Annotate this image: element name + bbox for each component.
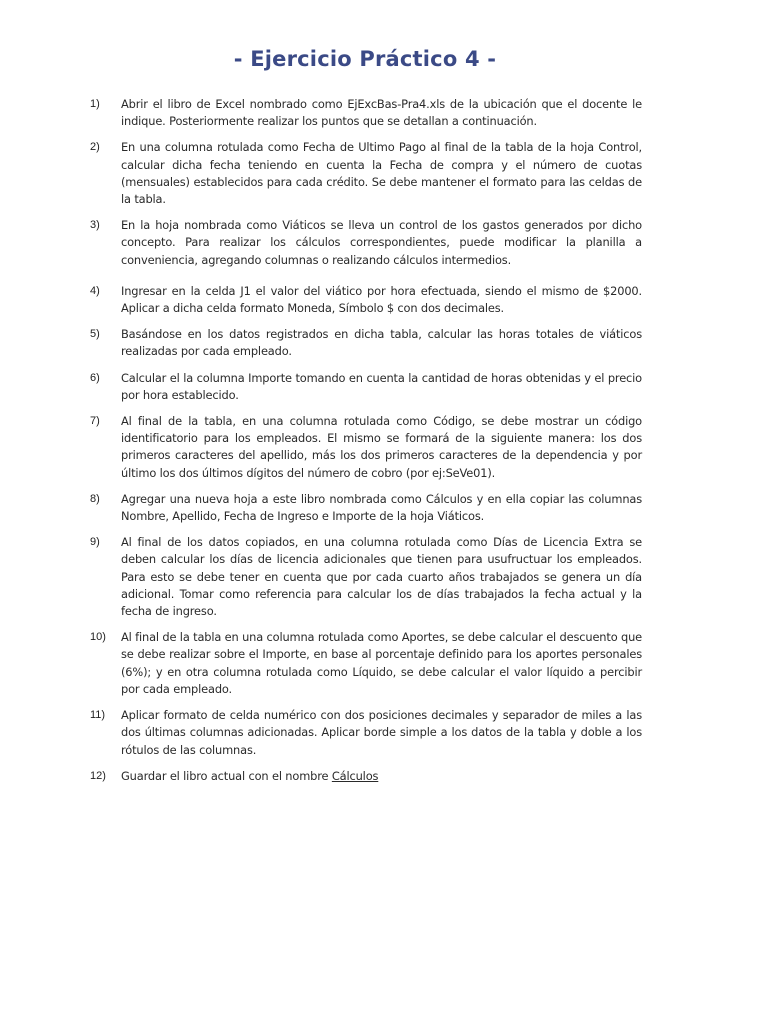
filename-link: Cálculos — [331, 768, 379, 783]
list-item — [90, 326, 642, 360]
item-text: Abrir el libro de Excel nombrado como EjExcBas-Pra4.xls de la ubicación que el docente le indique. Posteriormente realizar los puntos que se detallan a continuación. — [121, 97, 642, 129]
item-number: 12) — [90, 769, 106, 782]
item-number: 11) — [90, 709, 106, 722]
list-item — [90, 139, 642, 208]
item-text: Al final de los datos copiados, en una columna rotulada como Días de Licencia Extra se deben calcular los días de licencia adicionales que tienen para usufructuar los empleados. Para esto se debe tener en cuenta que por cada cuarto años trabajados se genera un día adicional. Tomar como referencia para calcular los de días trabajados la fecha actual y la fecha de ingreso. — [121, 535, 642, 619]
list-item — [90, 413, 642, 482]
item-text: Al final de la tabla en una columna rotulada como Aportes, se debe calcular el descuento que se debe realizar sobre el Importe, en base al porcentaje definido para los aportes personales (6%); y en otra columna rotulada como Líquido, se debe calcular el valor líquido a percibir por cada empleado. — [121, 630, 642, 696]
item-number: 10) — [90, 631, 106, 644]
page-title: - Ejercicio Práctico 4 - — [233, 47, 497, 71]
item-text — [121, 768, 642, 785]
exercise-list — [90, 96, 642, 794]
item-text: Calcular el la columna Importe tomando en cuenta la cantidad de horas obtenidas y el precio por hora establecido. — [121, 370, 642, 402]
list-item — [90, 629, 642, 698]
item-number: 2) — [90, 141, 100, 154]
list-item — [90, 370, 642, 404]
list-item — [90, 534, 642, 620]
item-text: Basándose en los datos registrados en dicha tabla, calcular las horas totales de viáticos realizadas por cada empleado. — [121, 327, 642, 359]
item-text: Ingresar en la celda J1 el valor del viático por hora efectuada, siendo el mismo de $2000. Aplicar a dicha celda formato Moneda, Símbolo $ con dos decimales. — [121, 283, 642, 316]
item-text-prefix: Guardar el libro actual con el nombre — [121, 768, 332, 783]
item-text: En la hoja nombrada como Viáticos se lleva un control de los gastos generados por dicho concepto. Para realizar los cálculos correspondientes, puede modificar la planilla a conveniencia, agregando columnas o realizando cálculos intermedios. — [121, 218, 642, 267]
list-item — [90, 96, 642, 130]
item-number: 7) — [90, 415, 100, 428]
item-text: En una columna rotulada como Fecha de Ultimo Pago al final de la tabla de la hoja Control, calcular dicha fecha teniendo en cuenta la Fecha de compra y el número de cuotas (mensuales) establecidos para cada crédito. Se debe mantener el formato para las celdas de la tabla. — [121, 140, 642, 207]
item-number: 9) — [90, 536, 100, 549]
item-text: Al final de la tabla, en una columna rotulada como Código, se debe mostrar un código identificatorio para los empleados. El mismo se formará de la siguiente manera: los dos primeros caracteres del apellido, más los dos primeros caracteres de la dependencia y por último los dos últimos dígitos del número de cobro (por ej:SeVe01). — [121, 414, 642, 480]
list-item — [90, 217, 642, 269]
item-text: Aplicar formato de celda numérico con dos posiciones decimales y separador de miles a las dos últimas columnas adicionadas. Aplicar borde simple a los datos de la tabla y doble a los rótulos de las columnas. — [121, 708, 642, 757]
list-item — [90, 491, 642, 525]
item-number: 8) — [90, 492, 100, 505]
list-item — [90, 768, 642, 785]
item-number: 5) — [90, 328, 100, 341]
item-number: 3) — [90, 219, 100, 232]
item-number: 4) — [90, 284, 100, 297]
list-item — [90, 283, 642, 317]
item-number: 6) — [90, 371, 100, 384]
item-text: Agregar una nueva hoja a este libro nombrada como Cálculos y en ella copiar las columnas Nombre, Apellido, Fecha de Ingreso e Importe de la hoja Viáticos. — [121, 491, 642, 524]
item-number: 1) — [90, 98, 100, 110]
list-item — [90, 707, 642, 759]
